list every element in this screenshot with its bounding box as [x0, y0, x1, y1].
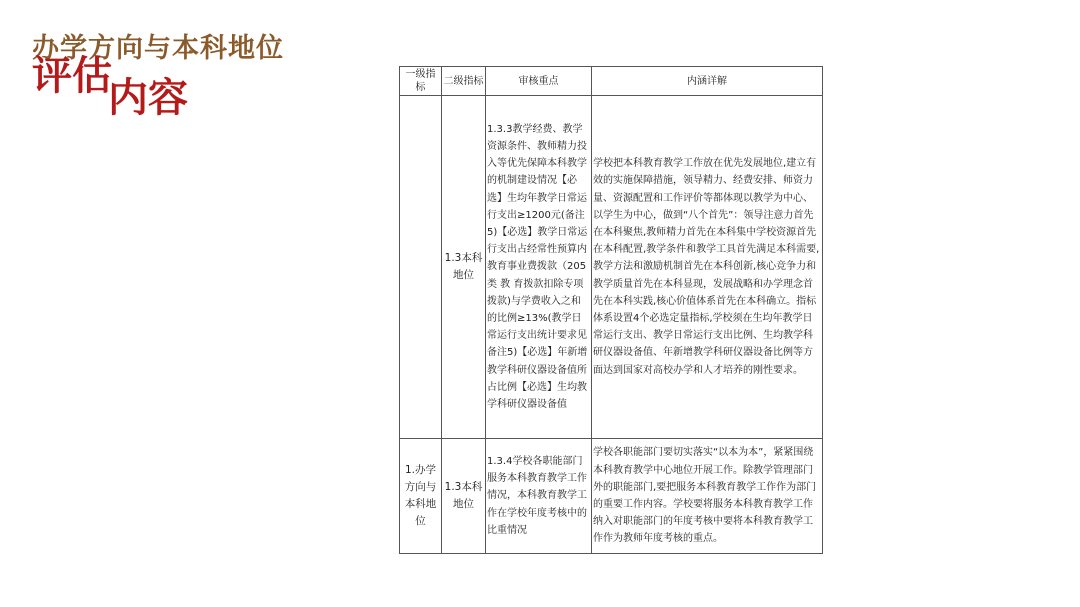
slide-title-part1: 评估 [32, 53, 112, 99]
cell-focus: 1.3.3教学经费、教学资源条件、教师精力投入等优先保障本科教学的机制建设情况【必选】生均年教学日常运行支出≥1200元(备注5)【必选】教学日常运行支出占经常性预算内教育事业费拨款（205 类 教 育拨款扣除专项拨款)与学费收入之和的比例≥13%(教学日常运行支出统计要求见备注5)【必选】年新增教学科研仪器设备值所占比例【必选】生均教学科研仪器设备值 [486, 96, 592, 439]
slide-subtitle: 办学方向与本科地位 [32, 33, 284, 64]
table-header-row [400, 67, 823, 96]
slide-title [32, 53, 192, 121]
header-level1: 一级指标 [400, 67, 442, 96]
header-level2: 二级指标 [442, 67, 486, 96]
cell-level2: 1.3本科地位 [442, 439, 486, 554]
cell-level1 [400, 96, 442, 439]
evaluation-table [399, 66, 823, 554]
cell-focus: 1.3.4学校各职能部门服务本科教育教学工作情况，本科教育教学工作在学校年度考核中的比重情况 [486, 439, 592, 554]
cell-detail: 学校把本科教育教学工作放在优先发展地位,建立有效的实施保障措施，领导精力、经费安排、师资力量、资源配置和工作评价等都体现以教学为中心、以学生为中心，做到“八个首先”：领导注意力首先在本科聚焦,教师精力首先在本科集中学校资源首先在本科配置,教学条件和教学工具首先满足本科需要,教学方法和激励机制首先在本科创新,核心竞争力和教学质量首先在本科显现，发展战略和办学理念首先在本科实践,核心价值体系首先在本科确立。指标体系设置4个必选定量指标,学校须在生均年教学日常运行支出、教学日常运行支出比例、生均教学科研仪器设备值、年新增教学科研仪器设备比例等方面达到国家对高校办学和人才培养的刚性要求。 [592, 96, 823, 439]
table-row [400, 96, 823, 439]
header-detail: 内涵详解 [592, 67, 823, 96]
slide-title-part2: 内容 [108, 75, 188, 121]
cell-level1: 1.办学方向与本科地位 [400, 439, 442, 554]
cell-level2: 1.3本科地位 [442, 96, 486, 439]
header-focus: 审核重点 [486, 67, 592, 96]
cell-detail: 学校各职能部门要切实落实“以本为本”，紧紧围绕本科教育教学中心地位开展工作。除教学管理部门外的职能部门,要把服务本科教育教学工作作为部门的重要工作内容。学校要将服务本科教育教学工作纳入对职能部门的年度考核中要将本科教育教学工作作为教师年度考核的重点。 [592, 439, 823, 554]
table-row [400, 439, 823, 554]
